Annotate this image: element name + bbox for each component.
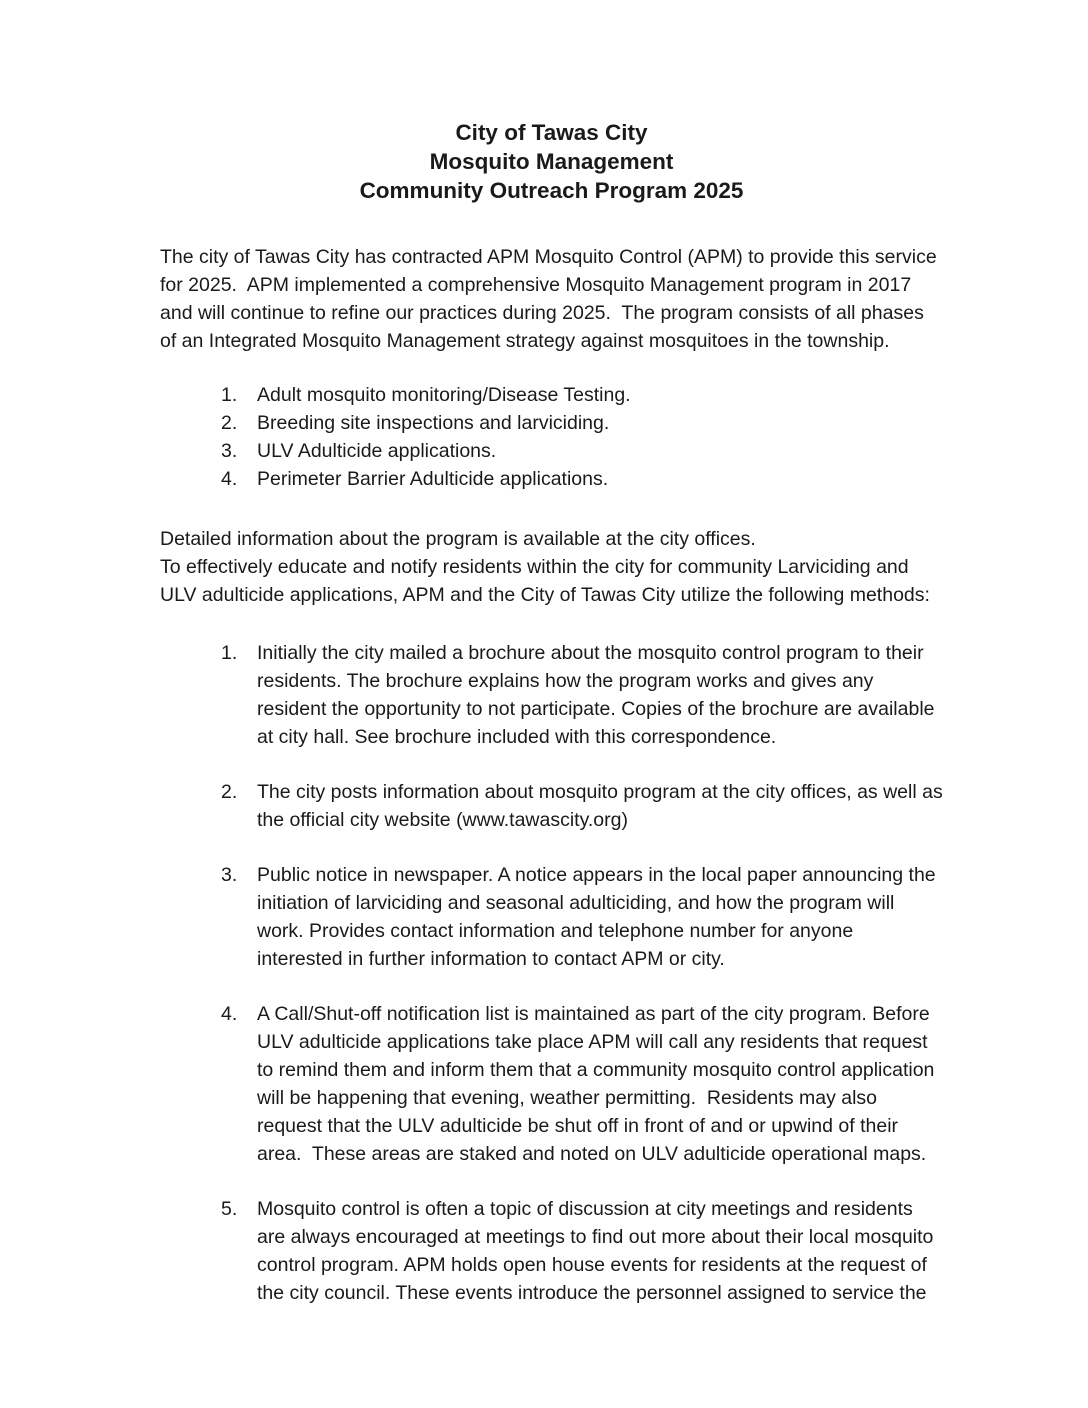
outreach-methods-list bbox=[160, 639, 949, 1307]
method-item: Initially the city mailed a brochure about the mosquito control program to their residents. The brochure explains how the program works and gives any resident the opportunity to not participate. Copies of the brochure are available at city hall. See brochure included with this correspondence. bbox=[257, 642, 940, 748]
phase-item: ULV Adulticide applications. bbox=[257, 440, 497, 462]
method-item: The city posts information about mosquito program at the city offices, as well as the official city website (www.tawascity.org) bbox=[257, 781, 949, 831]
phase-item: Adult mosquito monitoring/Disease Testing. bbox=[257, 384, 631, 406]
method-item: A Call/Shut-off notification list is maintained as part of the city program. Before ULV adulticide applications take place APM will call any residents that request to remind them and inform them that a community mosquito control application will be happening that evening, weather permitting. Residents may also request that the ULV adulticide be shut off in front of and or upwind of their area. These areas are staked and noted on ULV adulticide operational maps. bbox=[257, 1003, 940, 1165]
phase-item: Breeding site inspections and larviciding. bbox=[257, 412, 610, 434]
document-title bbox=[160, 118, 943, 205]
detail-line-2: To effectively educate and notify residents within the city for community Larviciding and ULV adulticide applications, APM and the City of Tawas City utilize the following methods: bbox=[160, 556, 930, 606]
method-item: Mosquito control is often a topic of discussion at city meetings and residents are always encouraged at meetings to find out more about their local mosquito control program. APM holds open house events for residents at the request of the city council. These events introduce the personnel assigned to service the bbox=[257, 1198, 939, 1304]
intro-paragraph: The city of Tawas City has contracted APM Mosquito Control (APM) to provide this service for 2025. APM implemented a comprehensive Mosquito Management program in 2017 and will continue to refine our practices during 2025. The program consists of all phases of an Integrated Mosquito Management strategy against mosquitoes in the township. bbox=[160, 246, 943, 352]
title-line-3: Community Outreach Program 2025 bbox=[359, 178, 744, 203]
detail-line-1: Detailed information about the program is available at the city offices. bbox=[160, 528, 756, 550]
phase-item: Perimeter Barrier Adulticide applications. bbox=[257, 468, 609, 490]
program-phases-list bbox=[160, 381, 943, 493]
method-item: Public notice in newspaper. A notice appears in the local paper announcing the initiation of larviciding and seasonal adulticiding, and how the program will work. Provides contact information and telephone number for anyone interested in further information to contact APM or city. bbox=[257, 864, 942, 970]
detail-block bbox=[160, 525, 943, 609]
title-line-2: Mosquito Management bbox=[429, 149, 674, 174]
title-line-1: City of Tawas City bbox=[455, 120, 648, 145]
